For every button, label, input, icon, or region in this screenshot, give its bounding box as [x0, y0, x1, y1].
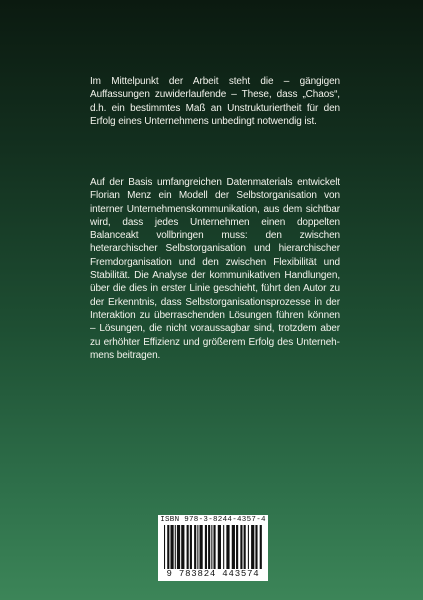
barcode-bar — [175, 525, 176, 569]
barcode-bar — [226, 525, 229, 569]
barcode-bar — [190, 525, 192, 569]
barcode-bar — [218, 525, 221, 569]
barcode-bar — [248, 525, 249, 569]
barcode-bar — [236, 525, 238, 569]
barcode-bar — [197, 525, 198, 569]
barcode-bar — [213, 525, 215, 569]
barcode-bar — [255, 525, 257, 569]
barcode-bar — [187, 525, 189, 569]
barcode-bar — [260, 525, 262, 569]
barcode-bar — [177, 525, 180, 569]
barcode-bar — [167, 525, 169, 569]
barcode-bar — [244, 525, 246, 569]
barcode-bar — [181, 525, 184, 569]
barcode-bar — [240, 525, 242, 569]
barcode-bar — [208, 525, 210, 569]
barcode-bar — [199, 525, 202, 569]
barcode-bar — [164, 525, 165, 569]
barcode-bar — [232, 525, 235, 569]
barcode-bar — [205, 525, 207, 569]
barcode-bar — [194, 525, 196, 569]
barcode-bar — [170, 525, 173, 569]
barcode-bar — [251, 525, 254, 569]
isbn-barcode — [158, 515, 268, 581]
barcode-bar — [223, 525, 224, 569]
blurb-paragraph-2: Auf der Basis umfangreichen Datenmaterials entwickelt Florian Menz ein Modell der Selbstorganisation von interner Unternehmenskommunikation, aus dem sichtbar wird, dass jedes Unternehmen einen doppelten Balanceakt vollbringen muss: den zwischen heterarchischer Selbstorganisation und hierarchischer Fremdorganisation und den zwischen Flexibilität und Stabilität. Die Analyse der kommunikativen Handlungen, über die dies in erster Linie geschieht, führt den Autor zu der Erkenntnis, dass Selbstorganisationsprozesse in der Interaktion zu überraschenden Lösungen führen können – Lösungen, die nicht voraussagbar sind, trotzdem aber zu erhöhter Effizienz und größerem Erfolg des Unternehmens beitragen. — [90, 177, 340, 361]
ean-digits: 9 783824 443574 — [166, 569, 260, 579]
isbn-label: ISBN 978-3-8244-4357-4 — [160, 516, 266, 524]
blurb-paragraph-1: Im Mittelpunkt der Arbeit steht die – gängigen Auffassungen zuwiderlaufende – These, dass „Chaos“, d.h. ein bestimmtes Maß an Unstrukturiertheit für den Erfolg eines Unternehmens unbedingt notwendig ist. — [90, 76, 340, 127]
barcode-bar — [211, 525, 212, 569]
barcode-bars — [164, 525, 264, 569]
